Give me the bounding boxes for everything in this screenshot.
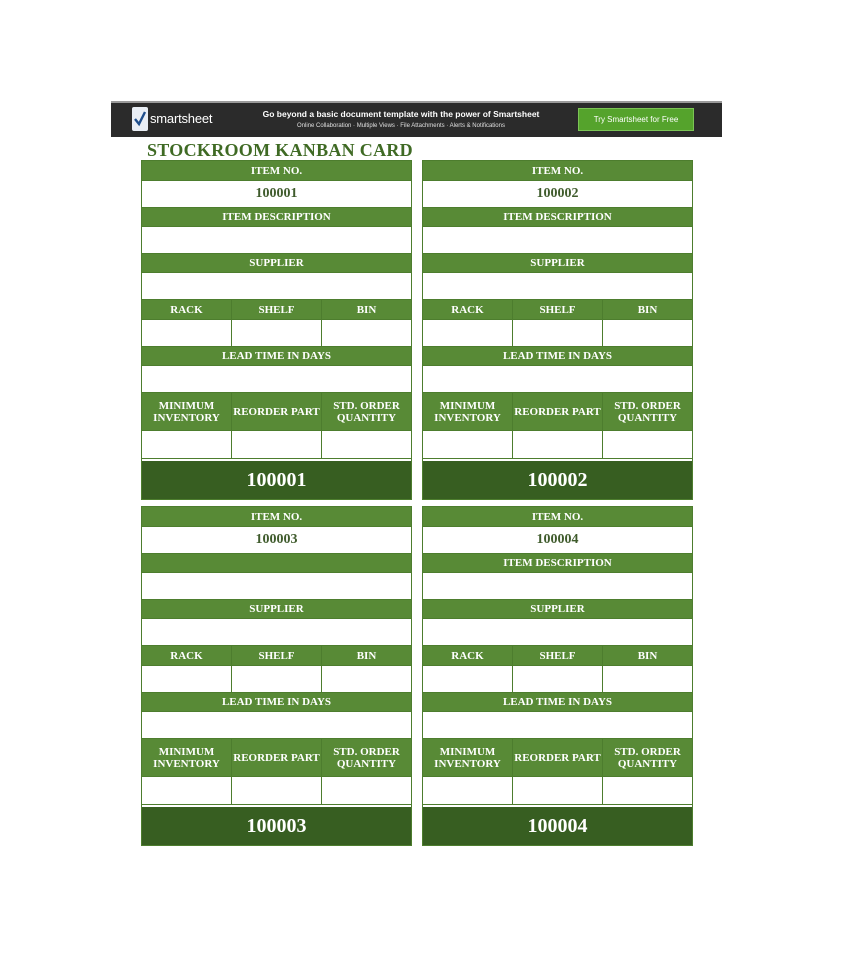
reorder-part-label: REORDER PART [231,393,321,430]
shelf-label: SHELF [231,300,321,319]
std-order-quantity-label: STD. ORDER QUANTITY [602,739,692,776]
item-no-label: ITEM NO. [142,507,411,526]
reorder-part-field[interactable] [512,431,602,458]
shelf-field[interactable] [512,320,602,346]
supplier-field[interactable] [142,619,411,645]
lead-time-field[interactable] [423,712,692,738]
item-description-field[interactable] [423,573,692,599]
shelf-label: SHELF [231,646,321,665]
supplier-field[interactable] [142,273,411,299]
item-description-label [142,554,411,572]
bin-label: BIN [321,646,411,665]
rack-field[interactable] [142,666,231,692]
std-order-quantity-label: STD. ORDER QUANTITY [321,393,411,430]
item-description-field[interactable] [142,573,411,599]
bin-field[interactable] [321,320,411,346]
minimum-inventory-label: MINIMUM INVENTORY [423,739,512,776]
std-order-quantity-field[interactable] [321,777,411,804]
banner-features: Online Collaboration · Multiple Views · File Attachments · Alerts & Notifications [297,123,505,129]
minimum-inventory-field[interactable] [142,777,231,804]
item-no-value[interactable]: 100004 [423,527,692,553]
item-no-label: ITEM NO. [142,161,411,180]
std-order-quantity-label: STD. ORDER QUANTITY [321,739,411,776]
supplier-label: SUPPLIER [142,254,411,272]
rack-label: RACK [142,646,231,665]
shelf-field[interactable] [231,320,321,346]
item-description-field[interactable] [423,227,692,253]
std-order-quantity-label: STD. ORDER QUANTITY [602,393,692,430]
card-footer-number: 100004 [423,805,692,845]
kanban-card-3 [141,506,412,846]
bin-label: BIN [602,646,692,665]
item-description-field[interactable] [142,227,411,253]
lead-time-label: LEAD TIME IN DAYS [142,347,411,365]
lead-time-field[interactable] [142,712,411,738]
supplier-label: SUPPLIER [423,600,692,618]
rack-label: RACK [423,300,512,319]
reorder-part-label: REORDER PART [512,393,602,430]
bin-field[interactable] [602,666,692,692]
reorder-part-field[interactable] [231,431,321,458]
lead-time-label: LEAD TIME IN DAYS [423,693,692,711]
minimum-inventory-label: MINIMUM INVENTORY [142,393,231,430]
lead-time-label: LEAD TIME IN DAYS [423,347,692,365]
item-no-value[interactable]: 100002 [423,181,692,207]
shelf-field[interactable] [512,666,602,692]
kanban-card-2 [422,160,693,500]
std-order-quantity-field[interactable] [602,777,692,804]
minimum-inventory-label: MINIMUM INVENTORY [142,739,231,776]
lead-time-label: LEAD TIME IN DAYS [142,693,411,711]
card-footer-number: 100002 [423,459,692,499]
item-no-value[interactable]: 100003 [142,527,411,553]
reorder-part-field[interactable] [512,777,602,804]
banner-headline: Go beyond a basic document template with the power of Smartsheet [262,109,540,119]
reorder-part-label: REORDER PART [512,739,602,776]
page-title: STOCKROOM KANBAN CARD [147,140,413,160]
lead-time-field[interactable] [423,366,692,392]
smartsheet-brand: smartsheet [150,111,213,126]
supplier-label: SUPPLIER [142,600,411,618]
kanban-card-1 [141,160,412,500]
card-footer-number: 100001 [142,459,411,499]
bin-field[interactable] [321,666,411,692]
reorder-part-label: REORDER PART [231,739,321,776]
shelf-label: SHELF [512,646,602,665]
rack-label: RACK [423,646,512,665]
lead-time-field[interactable] [142,366,411,392]
smartsheet-logo-icon [132,107,148,131]
minimum-inventory-field[interactable] [142,431,231,458]
shelf-label: SHELF [512,300,602,319]
rack-label: RACK [142,300,231,319]
std-order-quantity-field[interactable] [602,431,692,458]
rack-field[interactable] [423,320,512,346]
shelf-field[interactable] [231,666,321,692]
bin-label: BIN [321,300,411,319]
item-no-value[interactable]: 100001 [142,181,411,207]
rack-field[interactable] [423,666,512,692]
item-no-label: ITEM NO. [423,161,692,180]
minimum-inventory-label: MINIMUM INVENTORY [423,393,512,430]
rack-field[interactable] [142,320,231,346]
bin-label: BIN [602,300,692,319]
supplier-label: SUPPLIER [423,254,692,272]
supplier-field[interactable] [423,619,692,645]
item-description-label: ITEM DESCRIPTION [423,208,692,226]
reorder-part-field[interactable] [231,777,321,804]
std-order-quantity-field[interactable] [321,431,411,458]
minimum-inventory-field[interactable] [423,777,512,804]
try-smartsheet-button[interactable]: Try Smartsheet for Free [578,108,694,131]
bin-field[interactable] [602,320,692,346]
kanban-card-4 [422,506,693,846]
card-footer-number: 100003 [142,805,411,845]
item-description-label: ITEM DESCRIPTION [142,208,411,226]
supplier-field[interactable] [423,273,692,299]
item-description-label: ITEM DESCRIPTION [423,554,692,572]
item-no-label: ITEM NO. [423,507,692,526]
minimum-inventory-field[interactable] [423,431,512,458]
